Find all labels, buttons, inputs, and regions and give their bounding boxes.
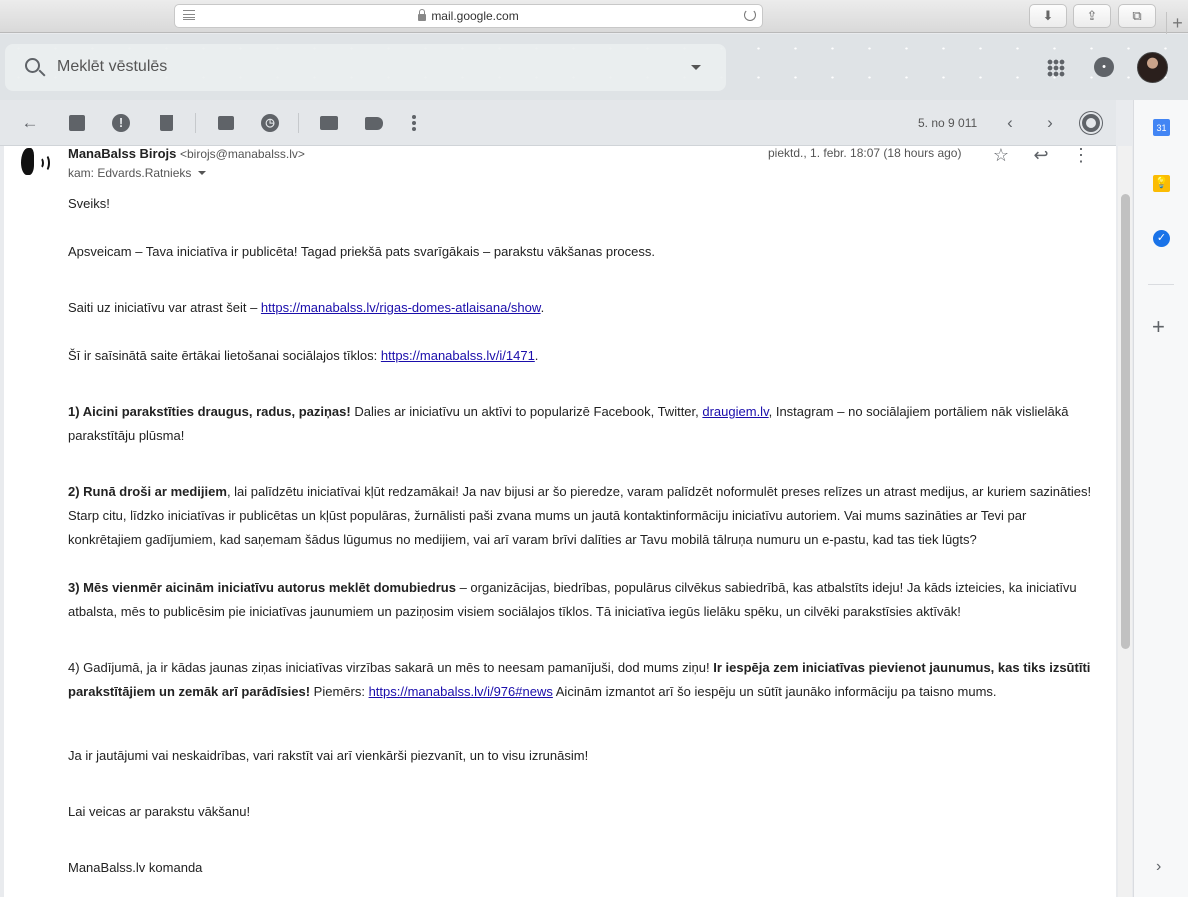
reader-view-icon[interactable] — [183, 10, 195, 20]
sender-name — [68, 146, 305, 161]
more-button[interactable] — [403, 112, 425, 134]
calendar-icon[interactable]: 31 — [1153, 119, 1170, 136]
move-to-button[interactable] — [318, 112, 340, 134]
report-spam-icon: ! — [112, 114, 130, 132]
url-text: mail.google.com — [431, 9, 519, 23]
expand-panel-icon[interactable]: › — [1156, 858, 1162, 875]
tabs-icon: ⧉ — [1132, 8, 1142, 23]
gmail-header — [0, 34, 1188, 100]
archive-icon — [69, 115, 85, 131]
new-tab-button[interactable]: + — [1166, 12, 1188, 34]
scrollbar-thumb[interactable] — [1121, 194, 1130, 649]
keep-icon[interactable]: 💡 — [1153, 175, 1170, 192]
star-button[interactable] — [990, 146, 1012, 166]
message-date: piektd., 1. febr. 18:07 (18 hours ago) — [768, 146, 962, 160]
toolbar-divider — [195, 113, 196, 133]
side-panel-divider — [1148, 284, 1174, 285]
paragraph: Starp citu, līdzko iniciatīvas ir publicētas un kļūst populāras, žurnālisti paši zvana mums un jautā kontaktinformāciju iniciatīvu autoriem. Vai mums sazināties ar Tevi par konkrētajiem gadījumiem, kad saņemam šādus lūgumus no medijiem, vai arī varam brīvi dalīties ar Tavu mobilā tālruņa numuru un e-pastu, kad tas tiek lūgts? — [68, 508, 1027, 547]
chevron-down-icon[interactable] — [198, 171, 206, 175]
message-more-button[interactable] — [1070, 146, 1092, 166]
paragraph: Ja ir jautājumi vai neskaidrības, vari rakstīt vai arī vienkārši piezvanīt, un to visu izrunāsim! — [68, 748, 589, 763]
reload-icon[interactable] — [744, 9, 756, 21]
reply-icon: ↩ — [1033, 146, 1049, 165]
sender-name-text: ManaBalss Birojs — [68, 146, 177, 161]
message-view — [4, 146, 1116, 897]
news-example-link[interactable]: https://manabalss.lv/i/976#news — [368, 684, 553, 699]
delete-button[interactable] — [155, 112, 177, 134]
paragraph: 3) Mēs vienmēr aicinām iniciatīvu autorus meklēt domubiedrus – organizācijas, biedrības, populārus cilvēkus sabiedrībā, kas atbalstīts ideju! Ja kāds izteicies, ka iniciatīvu atbalsta, mēs to publicēsim pie iniciatīvas jaunumiem un paziņosim visiem sociālajos tīklos. Tā iniciatīva iegūs lielāku spēku, un cilvēki parakstīsies aktīvāk! — [68, 580, 1077, 619]
newer-button[interactable] — [999, 112, 1021, 134]
browser-toolbar — [0, 0, 1188, 33]
notifications-icon[interactable]: • — [1094, 57, 1114, 77]
add-addon-icon[interactable]: + — [1152, 314, 1165, 339]
label-icon — [365, 117, 383, 130]
toolbar-divider — [298, 113, 299, 133]
scrollbar[interactable] — [1118, 146, 1132, 897]
account-avatar[interactable] — [1137, 52, 1168, 83]
tabs-button[interactable] — [1118, 4, 1156, 28]
snooze-button[interactable] — [259, 112, 281, 134]
search-options-icon[interactable] — [691, 65, 701, 70]
sender-email: <birojs@manabalss.lv> — [180, 147, 305, 161]
download-icon: ⬇ — [1042, 8, 1054, 23]
more-vert-icon — [412, 121, 416, 125]
more-vert-icon: ⋮ — [1072, 146, 1090, 165]
reply-button[interactable] — [1030, 146, 1052, 166]
paragraph: Saiti uz iniciatīvu var atrast šeit – https://manabalss.lv/rigas-domes-atlaisana/show. — [68, 300, 545, 315]
share-button[interactable] — [1073, 4, 1111, 28]
search-input[interactable] — [57, 54, 657, 80]
greeting: Sveiks! — [68, 196, 110, 211]
message-body — [68, 192, 1098, 880]
message-toolbar — [0, 100, 1116, 146]
tasks-icon[interactable]: ✓ — [1153, 230, 1170, 247]
short-link[interactable]: https://manabalss.lv/i/1471 — [380, 348, 535, 363]
draugiem-link[interactable]: draugiem.lv — [702, 404, 769, 419]
recipient-details[interactable] — [68, 166, 206, 180]
side-panel — [1133, 100, 1188, 897]
older-button[interactable] — [1039, 112, 1061, 134]
trash-icon — [160, 115, 173, 131]
move-to-icon — [320, 116, 338, 130]
paragraph: Lai veicas ar parakstu vākšanu! — [68, 804, 251, 819]
url-field[interactable] — [174, 4, 763, 28]
mark-unread-icon — [218, 116, 234, 130]
chevron-left-icon: ‹ — [1007, 113, 1013, 132]
star-icon: ☆ — [992, 146, 1010, 165]
apps-grid-icon[interactable] — [1047, 59, 1065, 77]
label-button[interactable] — [363, 112, 385, 134]
archive-button[interactable] — [66, 112, 88, 134]
paragraph: Šī ir saīsinātā saite ērtākai lietošanai sociālajos tīklos: https://manabalss.lv/i/1471. — [68, 348, 539, 363]
paragraph: 2) Runā droši ar medijiem, lai palīdzētu iniciatīvai kļūt redzamākai! Ja nav bijusi ar šo pieredze, varam palīdzēt noformulēt preses relīzes un atrast medijus, ar kuriem sazināties! — [68, 484, 1092, 499]
initiative-link[interactable]: https://manabalss.lv/rigas-domes-atlaisana/show — [260, 300, 541, 315]
clock-icon: ◷ — [261, 114, 279, 132]
paragraph: Apsveicam – Tava iniciatīva ir publicēta! Tagad priekšā pats svarīgākais – parakstu vākšanas process. — [68, 244, 655, 259]
pager-count: 5. no 9 011 — [918, 116, 978, 130]
back-button[interactable] — [19, 112, 41, 134]
chevron-right-icon: › — [1047, 113, 1053, 132]
sender-avatar — [18, 148, 52, 178]
report-spam-button[interactable] — [110, 112, 132, 134]
signature: ManaBalss.lv komanda — [68, 860, 203, 875]
gear-icon[interactable] — [1082, 114, 1100, 132]
mark-unread-button[interactable] — [215, 112, 237, 134]
arrow-left-icon: ← — [21, 113, 39, 132]
downloads-button[interactable] — [1029, 4, 1067, 28]
recipient-text: kam: Edvards.Ratnieks — [68, 166, 192, 180]
search-bar — [5, 44, 726, 91]
lock-icon — [418, 14, 426, 21]
paragraph: 1) Aicini parakstīties draugus, radus, paziņas! Dalies ar iniciatīvu un aktīvi to popularizē Facebook, Twitter, draugiem.lv, Instagram – no sociālajiem portāliem nāk vislielākā parakstītāju plūsma! — [68, 404, 1069, 443]
paragraph: 4) Gadījumā, ja ir kādas jaunas ziņas iniciatīvas virzības sakarā un mēs to neesam pamanījuši, dod mums ziņu! Ir iespēja zem iniciatīvas pievienot jaunumus, kas tiks izsūtīti parakstītājiem un zemāk arī parādīsies! Piemērs: https://manabalss.lv/i/976#news Aicinām izmantot arī šo iespēju un sūtīt jaunāko informāciju pa taisno mums. — [68, 660, 1091, 699]
share-icon: ⇪ — [1086, 8, 1098, 23]
search-icon[interactable] — [25, 58, 40, 73]
